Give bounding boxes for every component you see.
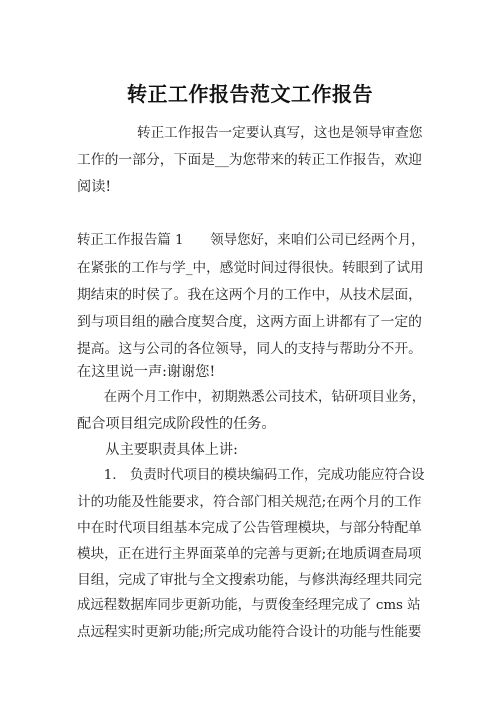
body-line-1: 转正工作报告篇 1 领导您好，来咱们公司已经两个月， — [77, 233, 425, 248]
body-line-8: 配合项目组完成阶段性的任务。 — [77, 416, 276, 432]
body-line-3: 期结束的时侯了。我在这两个月的工作中，从技术层面， — [77, 287, 422, 303]
body-line-6: 在这里说一声:谢谢您! — [77, 364, 216, 380]
intro-line-1: 转正工作报告一定要认真写，这也是领导审查您 — [137, 125, 423, 141]
intro-line-3: 阅读! — [77, 179, 112, 195]
body-line-9: 从主要职责具体上讲: — [77, 442, 238, 458]
document-title: 转正工作报告范文工作报告 — [127, 82, 373, 106]
intro-line-2: 工作的一部分，下面是__为您带来的转正工作报告，欢迎 — [77, 152, 422, 168]
body-line-10: 1. 负责时代项目的模块编码工作，完成功能应符合设 — [77, 468, 425, 483]
body-line-12: 中在时代项目组基本完成了公告管理模块，与部分特配单 — [77, 520, 422, 536]
body-line-13: 模块，正在进行主界面菜单的完善与更新;在地质调查局项 — [77, 546, 422, 562]
body-line-2: 在紧张的工作与学_中，感觉时间过得很快。转眼到了试用 — [77, 260, 424, 276]
body-line-11: 计的功能及性能要求，符合部门相关规范;在两个月的工作 — [77, 494, 422, 510]
body-line-5: 提高。这与公司的各位领导，同人的支持与帮助分不开。 — [77, 341, 422, 357]
body-line-16: 点远程实时更新功能;所完成功能符合设计的功能与性能要 — [77, 624, 422, 640]
body-line-7: 在两个月工作中，初期熟悉公司技术，钻研项目业务， — [77, 390, 426, 405]
body-line-4: 到与项目组的融合度契合度，这两方面上讲都有了一定的 — [77, 314, 422, 330]
body-line-14: 目组，完成了审批与全文搜索功能，与修洪海经理共同完 — [77, 572, 422, 588]
body-line-15: 成远程数据库同步更新功能，与贾俊奎经理完成了 cms 站 — [77, 598, 421, 613]
